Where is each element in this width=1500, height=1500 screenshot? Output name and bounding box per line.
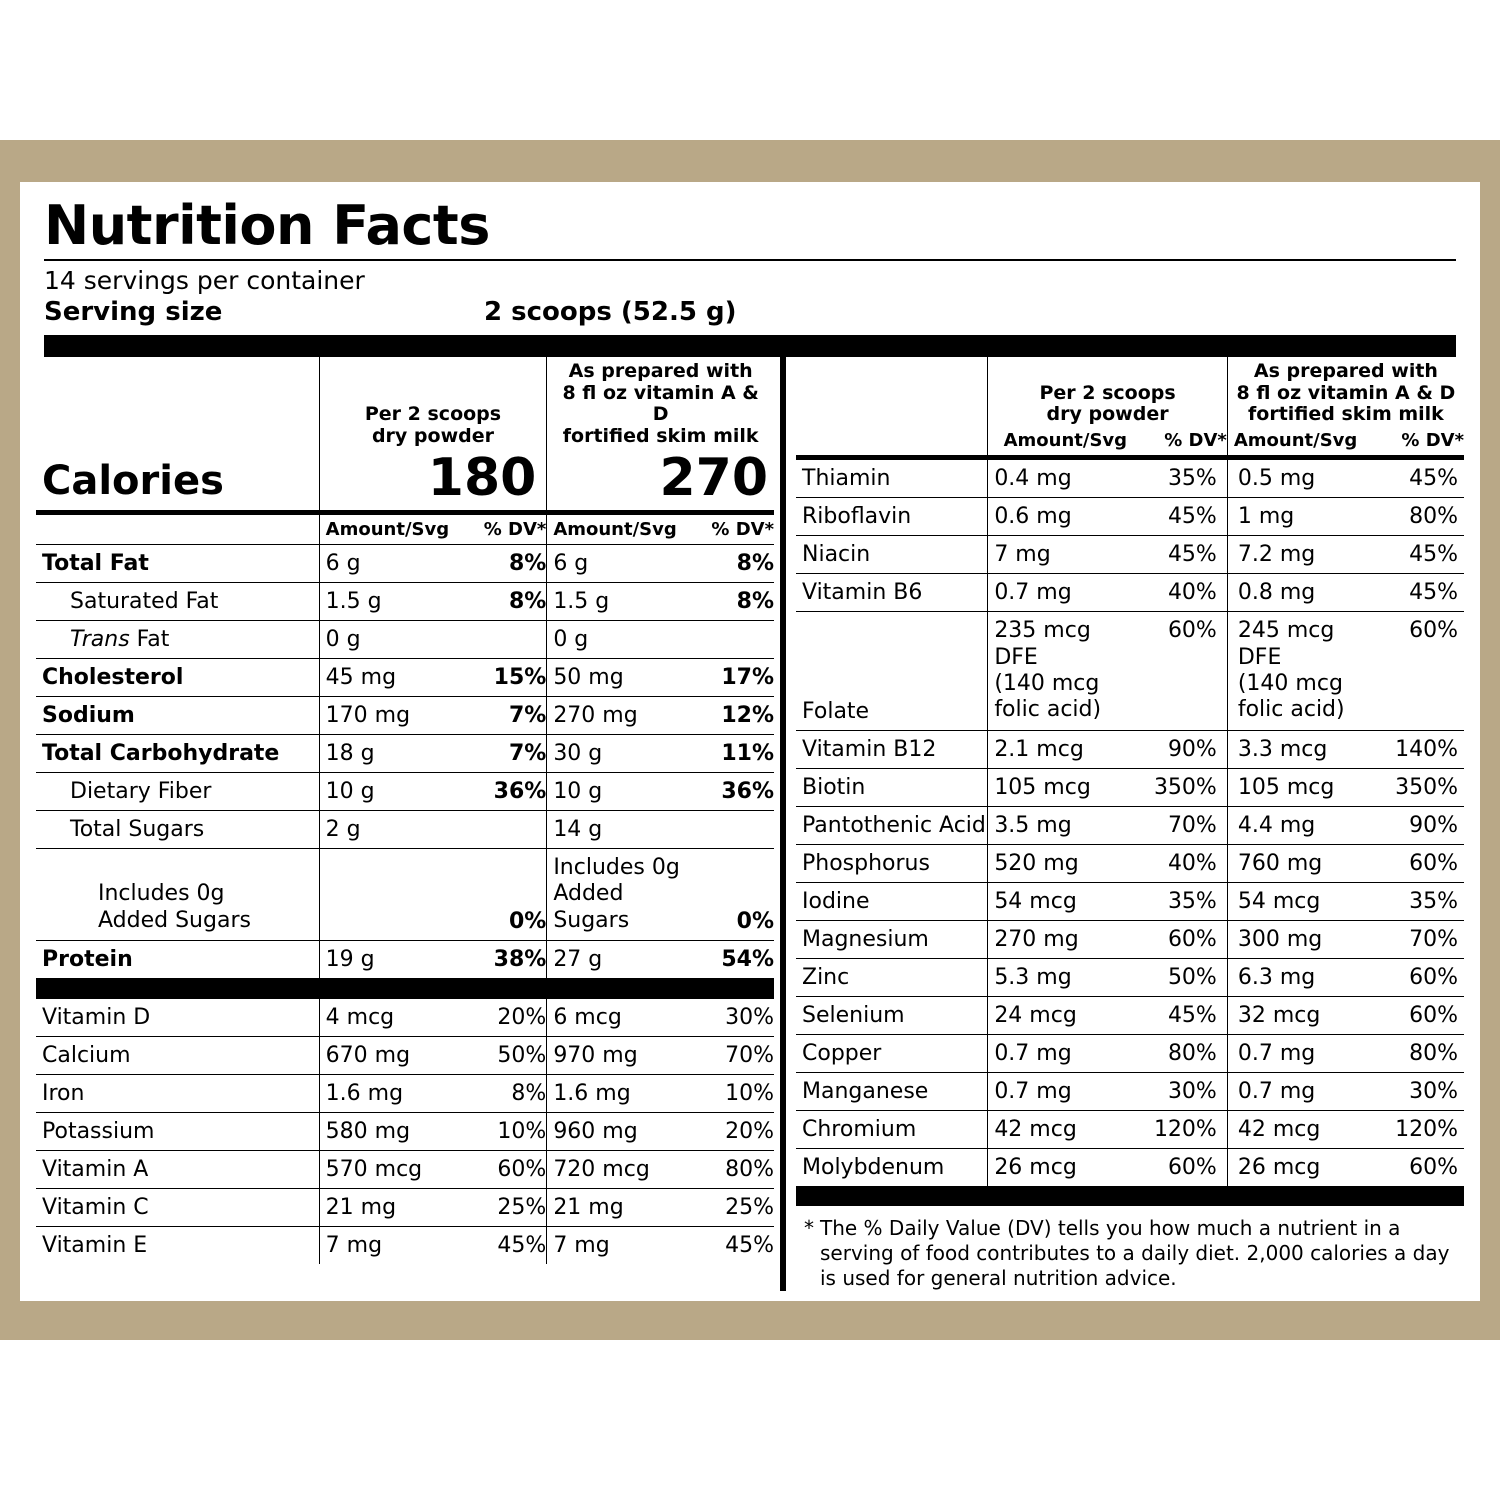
nutrient-prep-amount: 6 mcg: [547, 999, 695, 1037]
nutrient-name: Total Carbohydrate: [36, 735, 319, 773]
added-sugars-prep-amount: Includes 0g Added Sugars: [547, 849, 695, 941]
header-blank-right: [796, 357, 988, 427]
nutrient-prep-dv: 35%: [1377, 882, 1464, 920]
nutrient-dry-dv: 40%: [1136, 574, 1227, 612]
nutrient-prep-dv: 60%: [1377, 958, 1464, 996]
subheader-dry-dv-right: % DV*: [1136, 426, 1227, 458]
nutrient-prep-amount: 0 g: [547, 621, 695, 659]
nutrient-prep-dv: 80%: [1377, 498, 1464, 536]
serving-size-value: 2 scoops (52.5 g): [484, 296, 737, 327]
nutrient-name: Total Sugars: [36, 811, 319, 849]
nutrient-prep-dv: 60%: [1377, 844, 1464, 882]
table-row: [36, 659, 774, 697]
nutrient-name: Total Fat: [36, 545, 319, 583]
daily-value-footnote: [796, 1216, 1464, 1291]
added-sugars-name: Includes 0g Added Sugars: [36, 849, 319, 941]
header-dry-powder-right: Per 2 scoops dry powder: [988, 357, 1228, 427]
nutrient-name: Iron: [36, 1075, 319, 1113]
nutrient-prep-dv: 350%: [1377, 768, 1464, 806]
nutrition-facts-panel: [20, 182, 1480, 1301]
nutrient-dry-amount: 0.4 mg: [988, 458, 1137, 498]
added-sugars-dry-amount: [319, 849, 467, 941]
nutrient-dry-amount: 570 mcg: [319, 1151, 467, 1189]
table-row: [36, 1189, 774, 1227]
nutrient-name: Selenium: [796, 996, 988, 1034]
table-row: [36, 999, 774, 1037]
nutrient-name: Copper: [796, 1034, 988, 1072]
nutrient-prep-dv: 36%: [695, 773, 774, 811]
header-as-prepared: As prepared with 8 fl oz vitamin A & D fortified skim milk: [547, 357, 774, 448]
footnote-star: *: [804, 1215, 814, 1240]
nutrient-prep-amount: 27 g: [547, 941, 695, 979]
nutrient-dry-amount: 170 mg: [319, 697, 467, 735]
nutrient-dry-amount: 580 mg: [319, 1113, 467, 1151]
nutrient-name: Trans Fat: [36, 621, 319, 659]
nutrient-prep-dv: 140%: [1377, 730, 1464, 768]
nutrient-name: Zinc: [796, 958, 988, 996]
nutrient-dry-dv: 38%: [467, 941, 547, 979]
table-row: [796, 882, 1464, 920]
nutrient-dry-dv: 40%: [1136, 844, 1227, 882]
nutrient-dry-amount: 54 mcg: [988, 882, 1137, 920]
nutrient-dry-dv: 15%: [467, 659, 547, 697]
table-row: [796, 1034, 1464, 1072]
nutrient-prep-amount: 10 g: [547, 773, 695, 811]
nutrient-dry-dv: 45%: [1136, 498, 1227, 536]
calories-dry-value: 180: [319, 448, 547, 513]
added-sugars-prep-dv: 0%: [695, 849, 774, 941]
subheader-blank-right: [796, 426, 988, 458]
nutrient-dry-dv: 45%: [497, 1233, 547, 1259]
vertical-divider: [780, 357, 786, 1291]
nutrient-prep-amount: 26 mcg: [1227, 1148, 1377, 1186]
nutrient-name: Niacin: [796, 536, 988, 574]
nutrient-dry-dv: 50%: [467, 1037, 547, 1075]
nutrient-dry-amount: 5.3 mg: [988, 958, 1137, 996]
nutrient-dry-dv: 60%: [467, 1151, 547, 1189]
nutrient-dry-amount: 6 g: [319, 545, 467, 583]
nutrient-dry-dv: 8%: [467, 583, 547, 621]
nutrient-prep-amount: 42 mcg: [1227, 1110, 1377, 1148]
column-header-row-right: [796, 357, 1464, 427]
nutrient-prep-dv: 20%: [695, 1113, 774, 1151]
micronutrients-table: [796, 357, 1464, 1206]
nutrient-dry-amount: 42 mcg: [988, 1110, 1137, 1148]
nutrient-dry-dv: 60%: [1136, 920, 1227, 958]
nutrient-dry-amount: 0.7 mg: [988, 574, 1137, 612]
nutrient-name: Dietary Fiber: [36, 773, 319, 811]
nutrient-prep-amount: 6.3 mg: [1227, 958, 1377, 996]
nutrient-name: Magnesium: [796, 920, 988, 958]
nutrient-dry-amount: 45 mg: [319, 659, 467, 697]
subheader-dry-amount-right: Amount/Svg: [988, 426, 1137, 458]
subheader-dry-amount: Amount/Svg: [319, 513, 467, 545]
nutrient-dry-dv: 7%: [467, 735, 547, 773]
nutrient-prep-dv: 120%: [1377, 1110, 1464, 1148]
nutrient-prep-amount: 50 mg: [547, 659, 695, 697]
table-row: [796, 958, 1464, 996]
nutrient-name: Cholesterol: [36, 659, 319, 697]
nutrient-prep-dv: 80%: [1377, 1034, 1464, 1072]
nutrient-dry-amount: 18 g: [319, 735, 467, 773]
nutrient-dry-dv: 20%: [467, 999, 547, 1037]
table-row: [796, 806, 1464, 844]
table-row: [36, 1151, 774, 1189]
nutrient-name: Saturated Fat: [36, 583, 319, 621]
nutrient-dry-dv: 350%: [1136, 768, 1227, 806]
nutrient-prep-dv: 8%: [695, 583, 774, 621]
folate-dry-dv: 60%: [1136, 612, 1227, 731]
table-row: [796, 1148, 1464, 1186]
nutrient-name: Biotin: [796, 768, 988, 806]
table-row: [796, 920, 1464, 958]
nutrient-dry-amount: 4 mcg: [319, 999, 467, 1037]
divider-thick-header: [44, 335, 1456, 357]
table-row-folate: [796, 612, 1464, 731]
nutrient-name: Chromium: [796, 1110, 988, 1148]
nutrient-name: Vitamin A: [36, 1151, 319, 1189]
right-panel: [796, 357, 1464, 1291]
nutrient-dry-amount: 7 mg: [319, 1227, 467, 1265]
nutrient-prep-amount: 0.5 mg: [1227, 458, 1377, 498]
nutrient-prep-amount: 0.7 mg: [1227, 1072, 1377, 1110]
nutrient-dry-amount: 0.7 mg: [988, 1072, 1137, 1110]
divider-under-title: [44, 259, 1456, 261]
nutrient-dry-dv: [467, 811, 547, 849]
nutrient-prep-amount: 1 mg: [1227, 498, 1377, 536]
nutrient-dry-amount: 670 mg: [319, 1037, 467, 1075]
nutrient-dry-dv: 7%: [467, 697, 547, 735]
nutrient-dry-amount: 0 g: [319, 621, 467, 659]
nutrient-prep-dv: 45%: [725, 1233, 774, 1259]
nutrient-dry-dv: 35%: [1136, 882, 1227, 920]
nutrient-prep-amount: 300 mg: [1227, 920, 1377, 958]
nutrient-name: Calcium: [36, 1037, 319, 1075]
nutrient-prep-dv: 8%: [695, 545, 774, 583]
nutrient-dry-dv: 25%: [467, 1189, 547, 1227]
nutrient-name: Protein: [36, 941, 319, 979]
nutrient-dry-amount: 0.6 mg: [988, 498, 1137, 536]
nutrient-prep-amount: 760 mg: [1227, 844, 1377, 882]
panels-container: [36, 357, 1464, 1291]
nutrient-name: Phosphorus: [796, 844, 988, 882]
nutrient-prep-dv: 45%: [1377, 536, 1464, 574]
nutrient-dry-dv: 120%: [1136, 1110, 1227, 1148]
table-row: [796, 458, 1464, 498]
nutrient-dry-dv: 36%: [467, 773, 547, 811]
nutrient-name: Manganese: [796, 1072, 988, 1110]
nutrient-name: Iodine: [796, 882, 988, 920]
nutrient-name: Folate: [796, 612, 988, 731]
nutrient-name: Vitamin D: [36, 999, 319, 1037]
nutrient-dry-dv: 30%: [1136, 1072, 1227, 1110]
subheader-row-right: [796, 426, 1464, 458]
nutrient-prep-dv: 90%: [1377, 806, 1464, 844]
nutrient-dry-amount: 21 mg: [319, 1189, 467, 1227]
table-row: [36, 621, 774, 659]
nutrient-name: Sodium: [36, 697, 319, 735]
folate-prep-dv: 60%: [1377, 612, 1464, 731]
header-dry-powder: Per 2 scoops dry powder: [319, 357, 547, 448]
nutrient-prep-amount: 0.7 mg: [1227, 1034, 1377, 1072]
table-row: [36, 697, 774, 735]
nutrient-dry-dv: 70%: [1136, 806, 1227, 844]
nutrient-name: Vitamin E: [42, 1233, 148, 1259]
serving-size-row: [44, 297, 1464, 327]
nutrient-dry-amount: 520 mg: [988, 844, 1137, 882]
header-as-prepared-right: As prepared with 8 fl oz vitamin A & D fortified skim milk: [1227, 357, 1464, 427]
nutrient-prep-dv: 60%: [1409, 1154, 1458, 1180]
nutrient-prep-dv: 25%: [695, 1189, 774, 1227]
nutrient-prep-amount: 970 mg: [547, 1037, 695, 1075]
table-row: [796, 536, 1464, 574]
nutrient-prep-dv: 80%: [695, 1151, 774, 1189]
nutrient-prep-amount: 0.8 mg: [1227, 574, 1377, 612]
nutrient-prep-dv: 12%: [695, 697, 774, 735]
nutrient-dry-dv: 8%: [467, 1075, 547, 1113]
table-row: [36, 545, 774, 583]
table-row: [796, 768, 1464, 806]
nutrient-prep-dv: 45%: [1377, 574, 1464, 612]
folate-dry-amount: 235 mcg DFE (140 mcg folic acid): [988, 612, 1137, 731]
subheader-prep-amount-right: Amount/Svg: [1227, 426, 1377, 458]
nutrient-dry-dv: 90%: [1136, 730, 1227, 768]
nutrient-dry-amount: 3.5 mg: [988, 806, 1137, 844]
nutrient-name: Vitamin C: [36, 1189, 319, 1227]
nutrient-dry-amount: 1.6 mg: [319, 1075, 467, 1113]
nutrient-dry-amount: 270 mg: [988, 920, 1137, 958]
footnote-text: The % Daily Value (DV) tells you how much a nutrient in a serving of food contributes to a daily diet. 2,000 calories a day is used for general nutrition advice.: [820, 1215, 1450, 1290]
nutrient-prep-amount: 3.3 mcg: [1227, 730, 1377, 768]
nutrient-prep-dv: 30%: [695, 999, 774, 1037]
subheader-blank: [36, 513, 319, 545]
nutrient-prep-amount: 30 g: [547, 735, 695, 773]
nutrient-prep-amount: 6 g: [547, 545, 695, 583]
nutrient-dry-amount: 26 mcg: [988, 1148, 1137, 1186]
added-sugars-dry-dv: 0%: [467, 849, 547, 941]
subheader-prep-dv: % DV*: [695, 513, 774, 545]
nutrient-dry-dv: 8%: [467, 545, 547, 583]
main-nutrients-table: [36, 357, 774, 1265]
nutrient-dry-amount: 105 mcg: [988, 768, 1137, 806]
calories-row: [36, 448, 774, 513]
table-row: [36, 583, 774, 621]
nutrient-dry-amount: 19 g: [319, 941, 467, 979]
calories-prepared-value: 270: [547, 448, 774, 513]
nutrient-name: Vitamin B6: [796, 574, 988, 612]
nutrient-prep-amount: 1.5 g: [547, 583, 695, 621]
nutrient-prep-amount: 270 mg: [547, 697, 695, 735]
nutrient-dry-dv: 45%: [1136, 536, 1227, 574]
table-row: [796, 498, 1464, 536]
nutrient-dry-amount: 1.5 g: [319, 583, 467, 621]
nutrient-prep-amount: 7.2 mg: [1227, 536, 1377, 574]
nutrient-prep-amount: 7 mg: [547, 1227, 695, 1265]
nutrient-prep-dv: 45%: [1377, 458, 1464, 498]
divider-black-bar-right: [796, 1186, 1464, 1206]
nutrient-prep-dv: 60%: [1377, 996, 1464, 1034]
nutrient-dry-dv: 10%: [467, 1113, 547, 1151]
table-row: [36, 1113, 774, 1151]
subheader-dry-dv: % DV*: [467, 513, 547, 545]
nutrient-dry-dv: 35%: [1136, 458, 1227, 498]
subheader-prep-dv-right: % DV*: [1377, 426, 1464, 458]
subheader-prep-amount: Amount/Svg: [547, 513, 695, 545]
table-row: [36, 735, 774, 773]
nutrient-dry-dv: 45%: [1136, 996, 1227, 1034]
nutrient-dry-amount: 10 g: [319, 773, 467, 811]
nutrient-name: Thiamin: [796, 458, 988, 498]
divider-black-bar: [36, 979, 774, 1000]
calories-label: Calories: [36, 448, 319, 513]
nutrient-dry-amount: 24 mcg: [988, 996, 1137, 1034]
nutrient-prep-amount: 32 mcg: [1227, 996, 1377, 1034]
servings-per-container: 14 servings per container: [44, 265, 365, 295]
nutrient-prep-dv: 11%: [695, 735, 774, 773]
nutrient-dry-amount: 2.1 mcg: [988, 730, 1137, 768]
nutrient-prep-dv: 70%: [695, 1037, 774, 1075]
nutrient-dry-amount: 2 g: [319, 811, 467, 849]
table-row: [36, 1037, 774, 1075]
nutrient-prep-dv: 17%: [695, 659, 774, 697]
nutrient-prep-amount: 14 g: [547, 811, 695, 849]
table-row: [796, 574, 1464, 612]
nutrient-prep-dv: 54%: [695, 941, 774, 979]
nutrient-dry-amount: 0.7 mg: [988, 1034, 1137, 1072]
nutrient-name: Molybdenum: [802, 1154, 945, 1180]
table-row: [36, 811, 774, 849]
nutrient-name: Vitamin B12: [796, 730, 988, 768]
nutrient-prep-dv: [695, 811, 774, 849]
column-header-row: [36, 357, 774, 448]
table-row: [36, 1227, 774, 1265]
table-row: [796, 1072, 1464, 1110]
nutrient-dry-dv: 50%: [1136, 958, 1227, 996]
nutrient-prep-amount: 960 mg: [547, 1113, 695, 1151]
nutrient-dry-dv: 80%: [1136, 1034, 1227, 1072]
table-row: [796, 844, 1464, 882]
table-row: [36, 1075, 774, 1113]
nutrient-prep-amount: 54 mcg: [1227, 882, 1377, 920]
table-row-added-sugars: [36, 849, 774, 941]
nutrient-dry-dv: [467, 621, 547, 659]
header-blank: [36, 357, 319, 448]
table-row: [36, 941, 774, 979]
table-row: [796, 1110, 1464, 1148]
nutrient-prep-amount: 1.6 mg: [547, 1075, 695, 1113]
page-title: Nutrition Facts: [44, 194, 490, 257]
nutrient-prep-dv: 10%: [695, 1075, 774, 1113]
nutrient-dry-amount: 7 mg: [988, 536, 1137, 574]
nutrient-prep-dv: 70%: [1377, 920, 1464, 958]
table-row: [796, 730, 1464, 768]
nutrient-prep-amount: 4.4 mg: [1227, 806, 1377, 844]
nutrient-prep-amount: 21 mg: [547, 1189, 695, 1227]
nutrient-name: Pantothenic Acid: [796, 806, 988, 844]
nutrient-prep-amount: 720 mcg: [547, 1151, 695, 1189]
nutrient-prep-dv: [695, 621, 774, 659]
left-panel: [36, 357, 774, 1291]
nutrient-dry-dv: 60%: [1167, 1154, 1217, 1180]
table-row: [796, 996, 1464, 1034]
serving-size-label: Serving size: [44, 296, 223, 327]
nutrient-prep-dv: 30%: [1377, 1072, 1464, 1110]
nutrient-prep-amount: 105 mcg: [1227, 768, 1377, 806]
nutrient-name: Potassium: [36, 1113, 319, 1151]
nutrient-name: Riboflavin: [796, 498, 988, 536]
table-row: [36, 773, 774, 811]
subheader-row: [36, 513, 774, 545]
folate-prep-amount: 245 mcg DFE (140 mcg folic acid): [1227, 612, 1377, 731]
